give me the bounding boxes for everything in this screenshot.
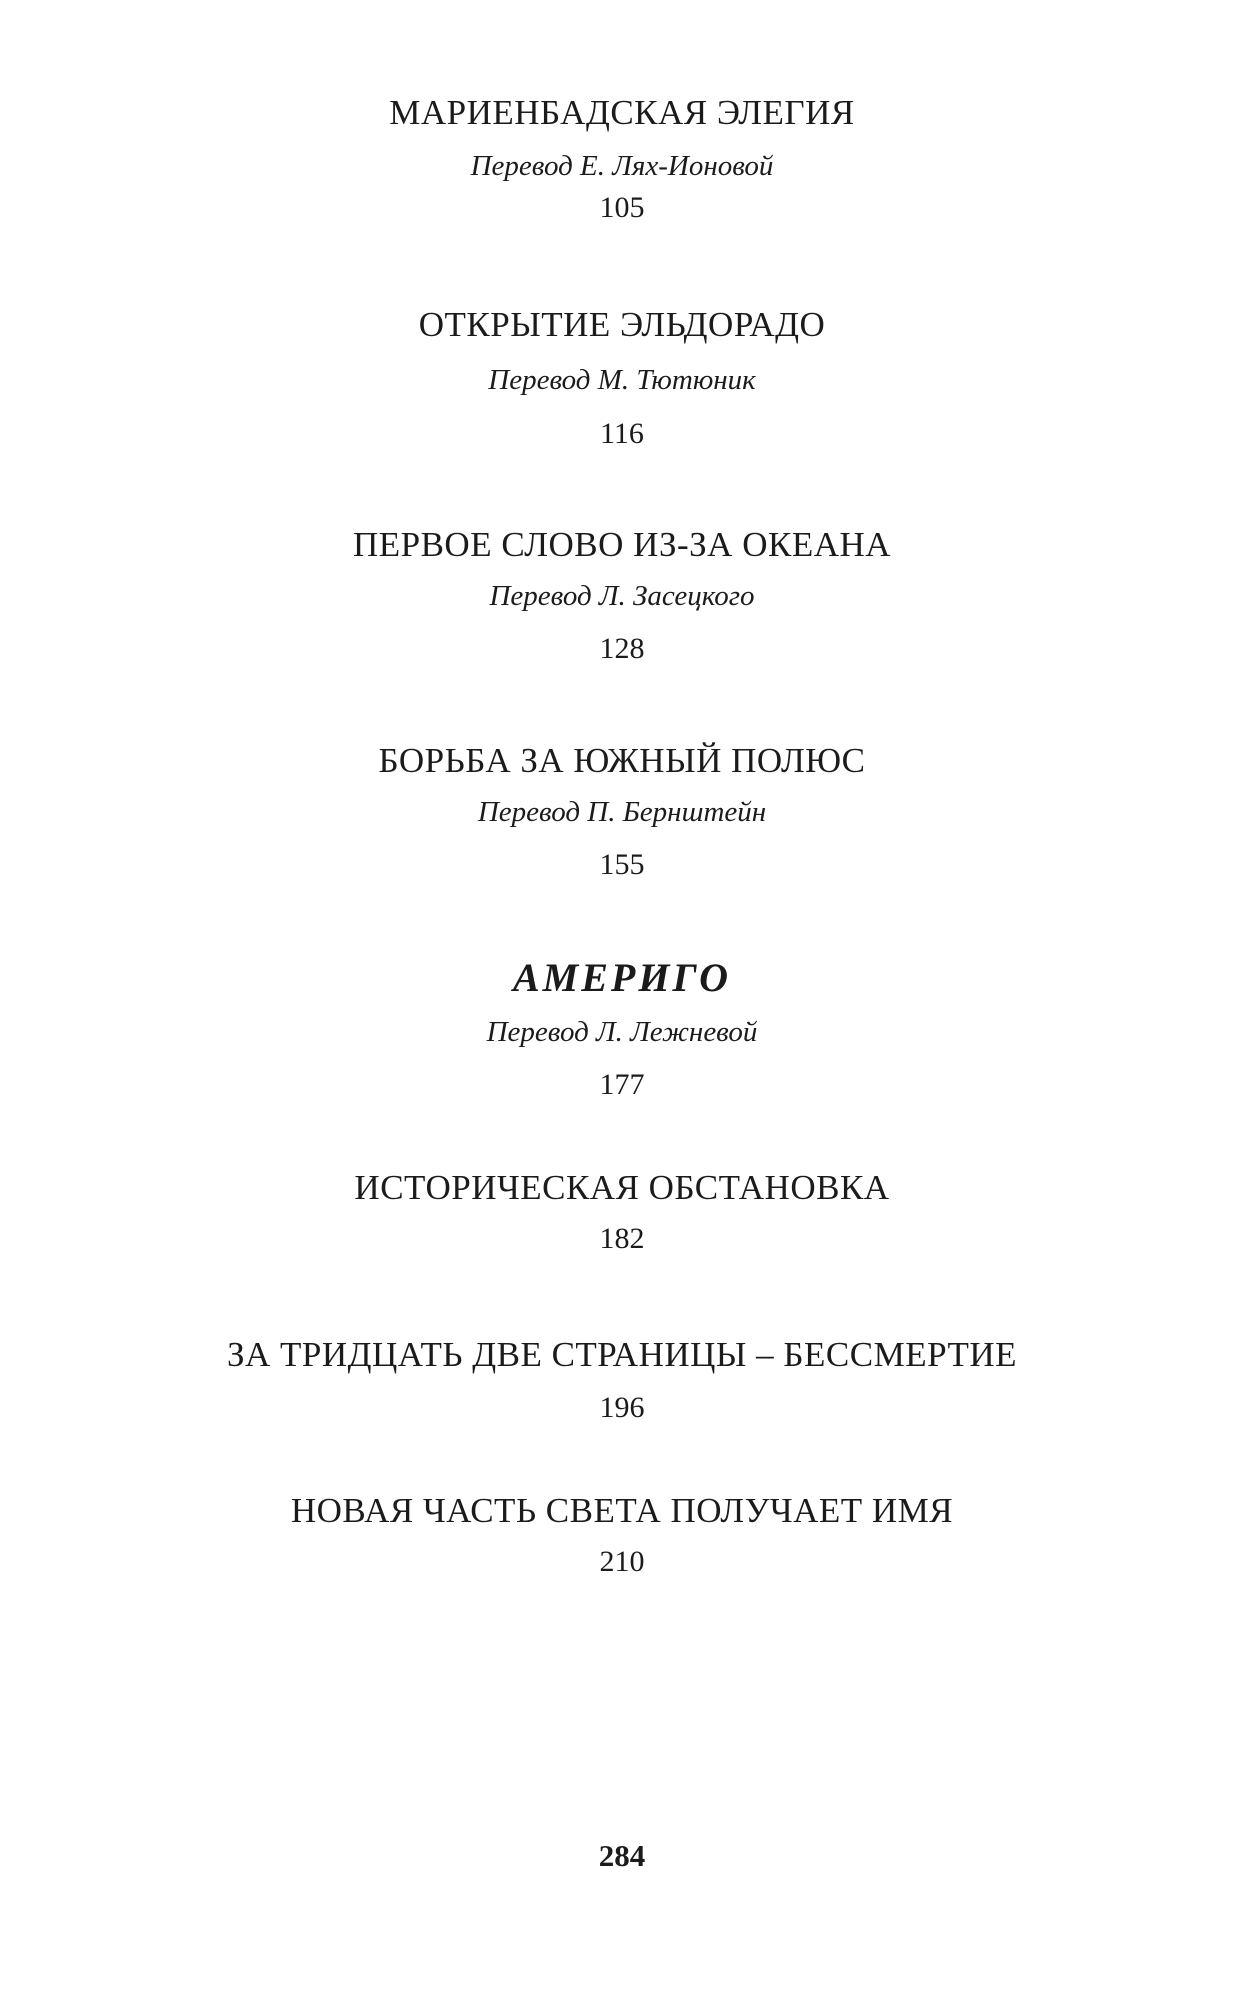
entry-translator: Перевод П. Бернштейн (477, 796, 767, 828)
entry-page-number: 182 (599, 1222, 645, 1255)
entry-title: ИСТОРИЧЕСКАЯ ОБСТАНОВКА (354, 1168, 890, 1207)
entry-page-number: 177 (599, 1068, 645, 1101)
folio-page-number: 284 (598, 1838, 646, 1873)
entry-title: ОТКРЫТИЕ ЭЛЬДОРАДО (418, 305, 826, 344)
entry-page-number: 105 (599, 191, 645, 224)
entry-page-number: 210 (599, 1545, 645, 1578)
entry-page-number: 128 (599, 632, 645, 665)
entry-title-decorative: АМЕРИГО (513, 955, 731, 1000)
entry-title: НОВАЯ ЧАСТЬ СВЕТА ПОЛУЧАЕТ ИМЯ (290, 1491, 954, 1530)
entry-translator: Перевод Л. Лежневой (486, 1016, 758, 1048)
entry-page-number: 116 (600, 417, 644, 450)
entry-translator: Перевод Е. Лях-Ионовой (470, 150, 774, 182)
entry-translator: Перевод Л. Засецкого (489, 580, 755, 612)
entry-title: ПЕРВОЕ СЛОВО ИЗ-ЗА ОКЕАНА (352, 525, 892, 564)
entry-title: БОРЬБА ЗА ЮЖНЫЙ ПОЛЮС (378, 741, 866, 780)
entry-translator: Перевод М. Тютюник (488, 364, 756, 396)
entry-title: МАРИЕНБАДСКАЯ ЭЛЕГИЯ (389, 93, 855, 132)
entry-page-number: 155 (599, 848, 645, 881)
entry-page-number: 196 (599, 1391, 645, 1424)
entry-title: ЗА ТРИДЦАТЬ ДВЕ СТРАНИЦЫ – БЕССМЕРТИЕ (226, 1335, 1018, 1374)
